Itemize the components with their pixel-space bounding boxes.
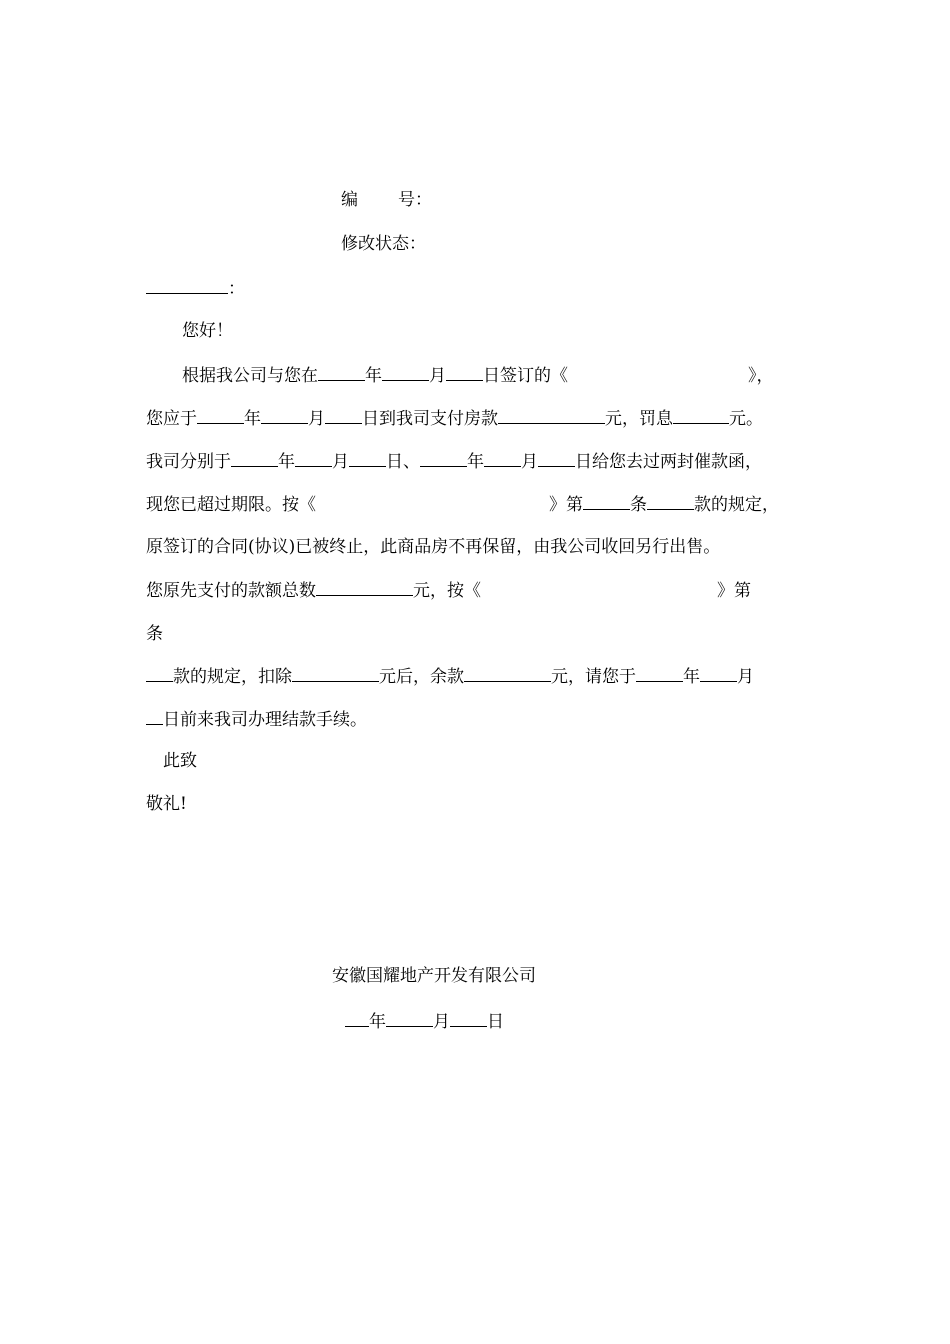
total-paid-blank[interactable] [316,578,413,596]
notice1-year-blank[interactable] [231,449,278,467]
greeting: 您好！ [182,321,233,341]
sign-year-blank[interactable] [318,363,365,381]
recipient-line: ： [146,276,245,300]
deadline-month-blank[interactable] [700,664,737,682]
body-line-2: 您应于 年 月 日到我司支付房款 元，罚息 元。 [146,406,763,430]
recipient-blank[interactable] [146,276,228,294]
number-label: 编 号： [341,190,432,210]
notice1-month-blank[interactable] [295,449,332,467]
notice2-day-blank[interactable] [538,449,575,467]
body-line-6: 您原先支付的款额总数 元，按《 》第 [146,578,751,602]
body-line-8: 款的规定，扣除 元后，余款 元，请您于 年 月 [146,664,754,688]
sig-year-blank[interactable] [345,1009,369,1027]
body-line-1: 根据我公司与您在 年 月 日签订的《 》， [182,363,774,387]
sign-day-blank[interactable] [446,363,483,381]
clause-blank-2[interactable] [146,664,173,682]
pay-day-blank[interactable] [325,406,362,424]
notice2-month-blank[interactable] [484,449,521,467]
sig-month-blank[interactable] [386,1009,433,1027]
body-line-7: 条 [146,624,163,644]
deadline-day-blank[interactable] [146,707,163,725]
deduction-blank[interactable] [292,664,379,682]
company-name: 安徽国耀地产开发有限公司 [332,966,536,986]
body-line-9: 日前来我司办理结款手续。 [146,707,367,731]
sign-month-blank[interactable] [382,363,429,381]
penalty-interest-blank[interactable] [673,406,729,424]
body-line-5: 原签订的合同(协议)已被终止，此商品房不再保留，由我公司收回另行出售。 [146,537,721,557]
body-line-4: 现您已超过期限。按《 》第 条 款的规定， [146,492,779,516]
article-blank[interactable] [583,492,630,510]
closing-regards: 敬礼! [146,794,187,814]
pay-month-blank[interactable] [261,406,308,424]
closing-salutation: 此致 [163,751,197,771]
house-payment-blank[interactable] [498,406,605,424]
body-line-3: 我司分别于 年 月 日、 年 月 日给您去过两封催款函， [146,449,762,473]
revision-status-label: 修改状态： [341,234,426,254]
notice2-year-blank[interactable] [420,449,467,467]
clause-blank[interactable] [647,492,694,510]
balance-blank[interactable] [464,664,551,682]
signature-date: 年 月 日 [345,1009,504,1033]
sig-day-blank[interactable] [450,1009,487,1027]
pay-year-blank[interactable] [197,406,244,424]
deadline-year-blank[interactable] [636,664,683,682]
notice1-day-blank[interactable] [349,449,386,467]
